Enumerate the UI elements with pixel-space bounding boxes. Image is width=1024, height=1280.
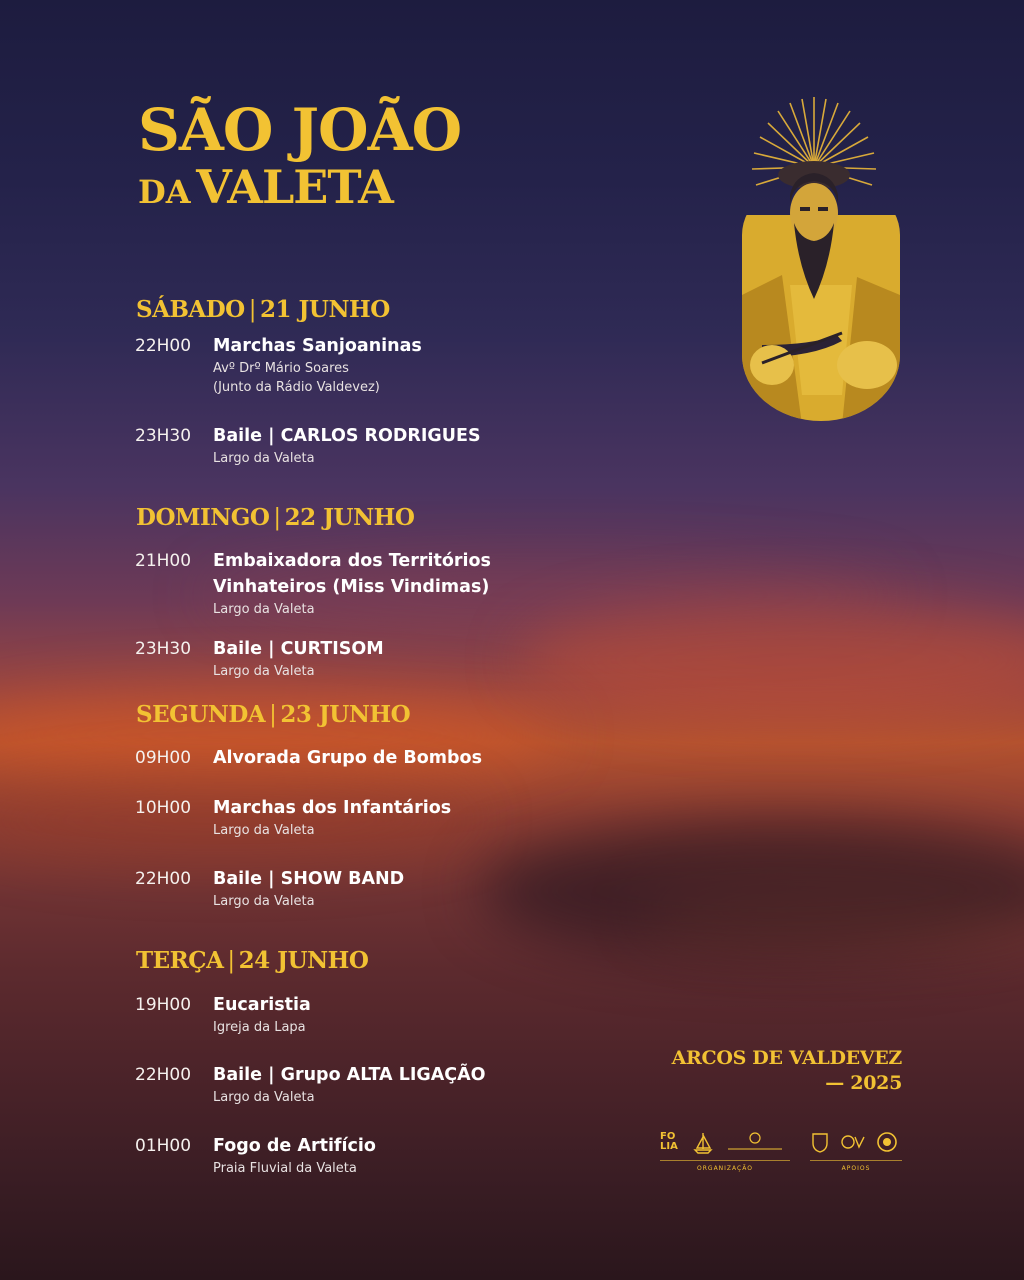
saint-joao-figure-icon: [742, 95, 900, 421]
event-location: Largo da Valeta: [213, 894, 315, 909]
day-date: 21 JUNHO: [259, 296, 390, 323]
day-date: 23 JUNHO: [280, 701, 411, 728]
support-logos: [810, 1126, 902, 1172]
day-heading-domingo: DOMINGO | 22 JUNHO: [136, 504, 415, 531]
day-date: 24 JUNHO: [238, 947, 369, 974]
day-label: SEGUNDA: [136, 701, 266, 728]
day-label: DOMINGO: [136, 504, 270, 531]
event-name: Baile | Grupo ALTA LIGAÇÃO: [213, 1065, 486, 1085]
crest-logo-icon: [810, 1131, 830, 1153]
event-location: Praia Fluvial da Valeta: [213, 1161, 357, 1176]
day-heading-terca: TERÇA | 24 JUNHO: [136, 947, 369, 974]
event-location: Largo da Valeta: [213, 823, 315, 838]
folia-logo: FO LIA: [660, 1131, 678, 1152]
footer-place: ARCOS DE VALDEVEZ: [671, 1047, 902, 1069]
event-location: Largo da Valeta: [213, 602, 315, 617]
event-time: 23H30: [135, 639, 192, 659]
title-line-2: [138, 160, 461, 214]
boat-logo-icon: [692, 1130, 714, 1154]
event-time: 22H00: [135, 336, 192, 356]
event-name: Baile | SHOW BAND: [213, 869, 405, 889]
event-name: Eucaristia: [213, 995, 311, 1015]
event-location: Avº Drº Mário Soares: [213, 361, 349, 376]
event-time: 01H00: [135, 1136, 192, 1156]
round-logo-icon: [876, 1131, 898, 1153]
day-date: 22 JUNHO: [284, 504, 415, 531]
page-title: [138, 98, 461, 214]
event-name: Baile | CURTISOM: [213, 639, 384, 659]
municipality-logo-icon: [724, 1130, 786, 1154]
event-time: 19H00: [135, 995, 192, 1015]
day-label: SÁBADO: [136, 296, 245, 323]
event-time: 21H00: [135, 551, 192, 571]
event-time: 10H00: [135, 798, 192, 818]
event-time: 22H00: [135, 869, 192, 889]
title-line-1: SÃO JOÃO: [138, 96, 462, 164]
day-label: TERÇA: [136, 947, 224, 974]
day-heading-sabado: SÁBADO | 21 JUNHO: [136, 296, 390, 323]
day-heading-segunda: SEGUNDA | 23 JUNHO: [136, 701, 411, 728]
support-caption: APOIOS: [841, 1165, 871, 1172]
event-name: Embaixadora dos Territórios: [213, 551, 491, 571]
event-name: Marchas dos Infantários: [213, 798, 452, 818]
event-name: Baile | CARLOS RODRIGUES: [213, 426, 481, 446]
event-location: Largo da Valeta: [213, 1090, 315, 1105]
event-name: Alvorada Grupo de Bombos: [213, 748, 482, 768]
event-time: 09H00: [135, 748, 192, 768]
event-location: Igreja da Lapa: [213, 1020, 306, 1035]
title-valeta: VALETA: [196, 160, 393, 214]
organization-logos: [660, 1126, 790, 1172]
footer-year: — 2025: [825, 1072, 902, 1094]
radio-logo-icon: [840, 1131, 866, 1153]
event-location: Largo da Valeta: [213, 664, 315, 679]
event-time: 22H00: [135, 1065, 192, 1085]
footer-place-year: [672, 1046, 902, 1096]
title-da: DA: [138, 173, 191, 211]
event-location: Largo da Valeta: [213, 451, 315, 466]
event-name-line-2: Vinhateiros (Miss Vindimas): [213, 577, 490, 597]
event-time: 23H30: [135, 426, 192, 446]
event-name: Fogo de Artifício: [213, 1136, 376, 1156]
event-name: Marchas Sanjoaninas: [213, 336, 422, 356]
sponsor-logos: [660, 1126, 905, 1176]
event-location-detail: (Junto da Rádio Valdevez): [213, 380, 380, 395]
organization-caption: ORGANIZAÇÃO: [697, 1165, 753, 1172]
